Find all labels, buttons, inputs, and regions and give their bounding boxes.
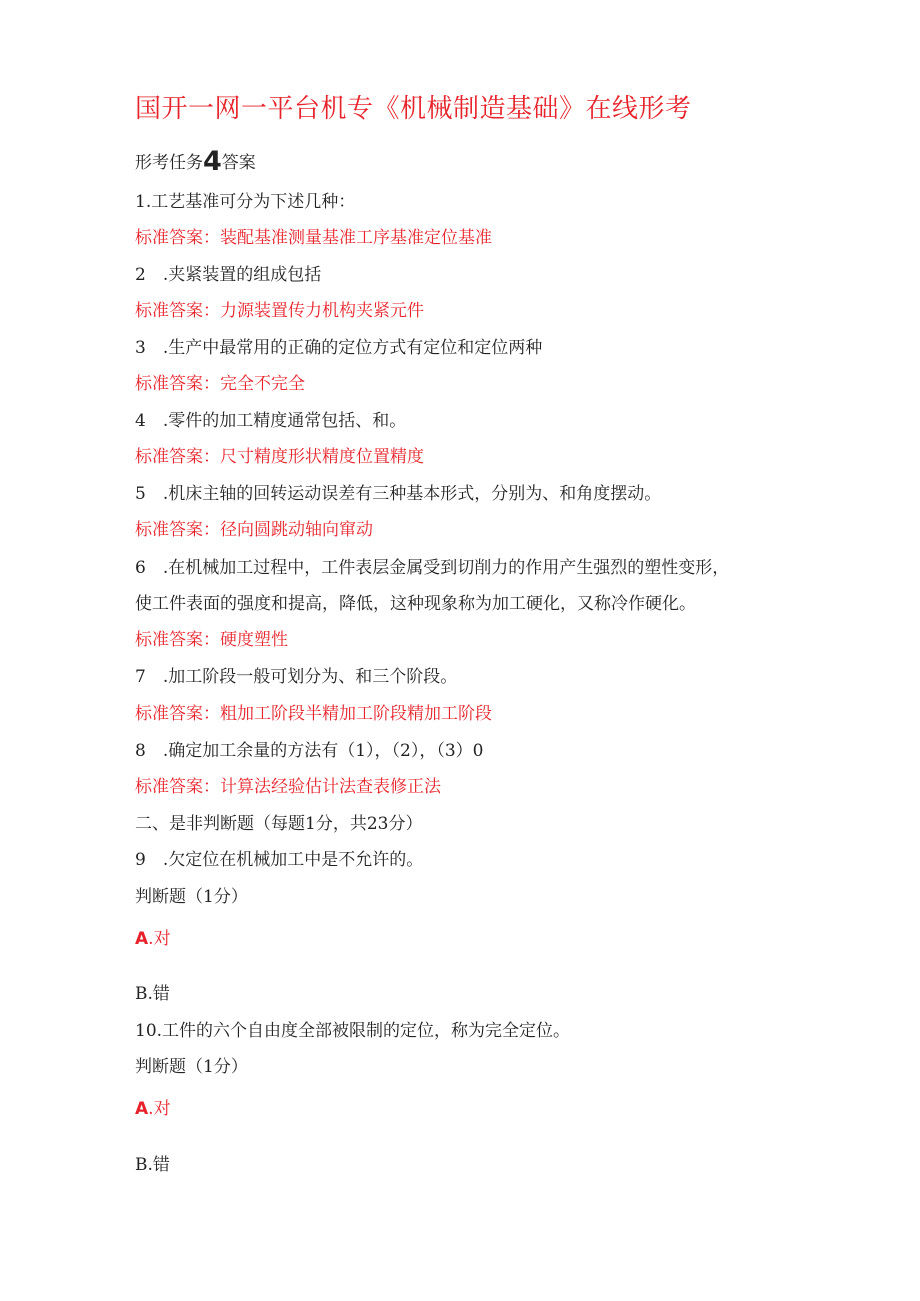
document-title: 国开一网一平台机专《机械制造基础》在线形考 — [135, 94, 692, 124]
question-8: 8 .确定加工余量的方法有（1），（2），（3）0 — [135, 741, 484, 761]
answer-8: 标准答案：计算法经验估计法查表修正法 — [135, 777, 441, 797]
answer-2: 标准答案：力源装置传力机构夹紧元件 — [135, 301, 424, 321]
subtitle-suffix: 答案 — [221, 153, 256, 173]
question-6-line-1: 6 .在机械加工过程中，工件表层金属受到切削力的作用产生强烈的塑性变形， — [135, 558, 730, 578]
question-10-option-b — [135, 1153, 170, 1177]
question-2: 2 .夹紧装置的组成包括 — [135, 265, 322, 285]
answer-6: 标准答案：硬度塑性 — [135, 630, 288, 650]
question-1: 1.工艺基准可分为下述几种： — [135, 192, 356, 212]
question-5: 5 .机床主轴的回转运动误差有三种基本形式，分别为、和角度摆动。 — [135, 484, 662, 504]
subtitle-number: 4 — [203, 146, 222, 177]
question-9-type: 判断题（1分） — [135, 887, 248, 907]
question-3: 3 .生产中最常用的正确的定位方式有定位和定位两种 — [135, 338, 543, 358]
option-letter: A — [135, 929, 149, 949]
question-9-option-a — [135, 927, 171, 951]
subtitle — [135, 146, 256, 177]
question-7: 7 .加工阶段一般可划分为、和三个阶段。 — [135, 667, 458, 687]
option-text: .对 — [148, 1099, 171, 1119]
answer-4: 标准答案：尺寸精度形状精度位置精度 — [135, 447, 424, 467]
option-text: .错 — [147, 984, 170, 1004]
answer-3: 标准答案：完全不完全 — [135, 374, 305, 394]
question-6-line-2: 使工件表面的强度和提高，降低，这种现象称为加工硬化，又称冷作硬化。 — [135, 594, 696, 614]
question-9-option-b — [135, 982, 170, 1006]
answer-5: 标准答案：径向圆跳动轴向窜动 — [135, 520, 373, 540]
answer-1: 标准答案：装配基准测量基准工序基准定位基准 — [135, 228, 492, 248]
question-9: 9 .欠定位在机械加工中是不允许的。 — [135, 850, 424, 870]
option-letter: B — [135, 1155, 148, 1175]
section-heading-true-false: 二、是非判断题（每题1分，共23分） — [135, 814, 423, 834]
subtitle-prefix: 形考任务 — [135, 153, 203, 173]
answer-7: 标准答案：粗加工阶段半精加工阶段精加工阶段 — [135, 704, 492, 724]
question-10-option-a — [135, 1097, 171, 1121]
option-letter: A — [135, 1099, 149, 1119]
question-4: 4 .零件的加工精度通常包括、和。 — [135, 411, 407, 431]
option-letter: B — [135, 984, 148, 1004]
option-text: .对 — [148, 929, 171, 949]
question-10: 10.工件的六个自由度全部被限制的定位，称为完全定位。 — [135, 1021, 571, 1041]
option-text: .错 — [147, 1155, 170, 1175]
question-10-type: 判断题（1分） — [135, 1057, 248, 1077]
